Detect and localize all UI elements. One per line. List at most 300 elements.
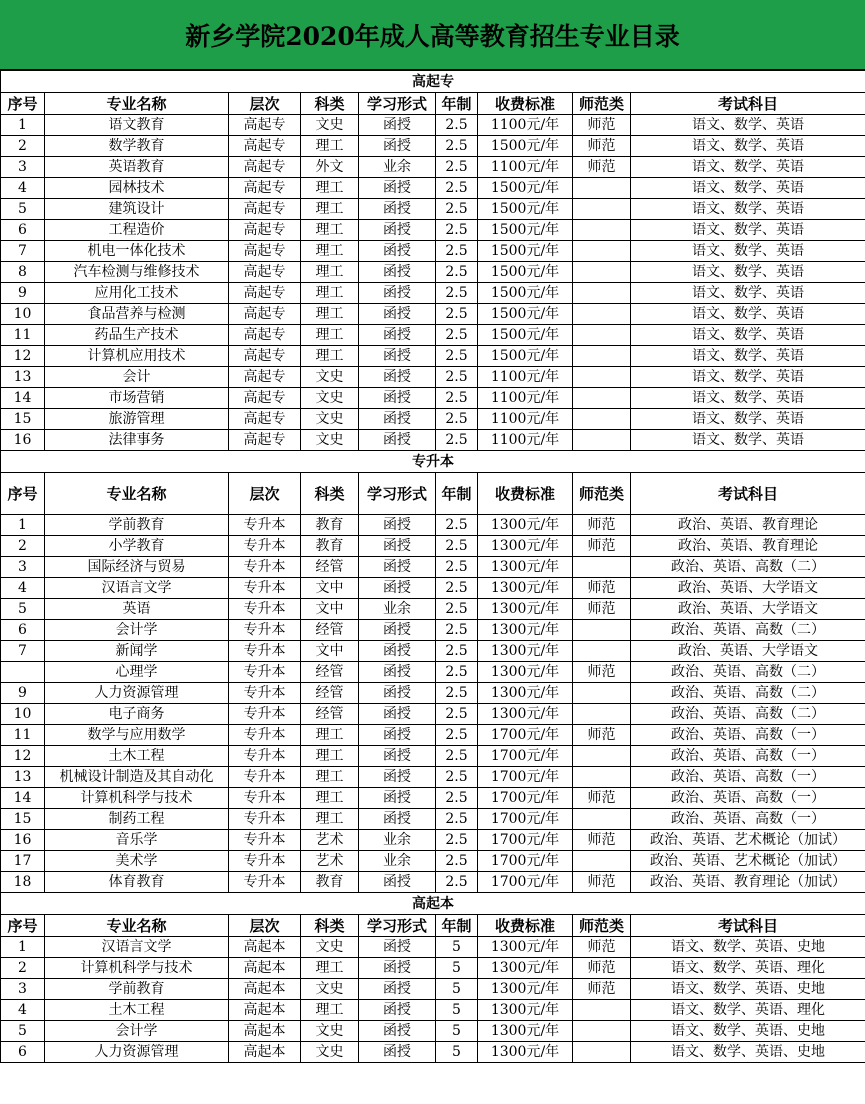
col-exam: 政治、英语、高数（二）	[631, 683, 865, 704]
table-row	[1, 958, 865, 979]
col-major: 制药工程	[45, 809, 229, 830]
col-fee: 1500元/年	[478, 304, 573, 325]
col-level: 高起专	[229, 115, 301, 136]
col-index: 5	[1, 199, 45, 220]
col-normal	[573, 325, 631, 346]
col-fee: 1300元/年	[478, 536, 573, 557]
col-major: 药品生产技术	[45, 325, 229, 346]
col-study-mode: 函授	[359, 683, 436, 704]
col-exam: 语文、数学、英语	[631, 325, 865, 346]
col-major: 计算机科学与技术	[45, 958, 229, 979]
column-header-level: 层次	[229, 93, 301, 115]
col-years: 2.5	[436, 136, 478, 157]
col-fee: 1500元/年	[478, 283, 573, 304]
column-header-years: 年制	[436, 915, 478, 937]
col-fee: 1700元/年	[478, 851, 573, 872]
col-fee: 1500元/年	[478, 178, 573, 199]
col-normal: 师范	[573, 536, 631, 557]
col-level: 高起专	[229, 304, 301, 325]
col-study-mode: 函授	[359, 325, 436, 346]
col-index: 9	[1, 283, 45, 304]
col-index: 11	[1, 325, 45, 346]
col-normal	[573, 683, 631, 704]
col-category: 文史	[301, 937, 359, 958]
col-fee: 1100元/年	[478, 388, 573, 409]
col-fee: 1100元/年	[478, 115, 573, 136]
col-study-mode: 函授	[359, 937, 436, 958]
col-major: 机电一体化技术	[45, 241, 229, 262]
col-level: 专升本	[229, 641, 301, 662]
col-major: 数学与应用数学	[45, 725, 229, 746]
table-row	[1, 536, 865, 557]
col-study-mode: 函授	[359, 809, 436, 830]
column-header-level: 层次	[229, 915, 301, 937]
col-level: 高起本	[229, 979, 301, 1000]
section-title: 高起本	[1, 893, 865, 915]
page-title: 新乡学院2020年成人高等教育招生专业目录	[0, 0, 865, 70]
col-normal	[573, 641, 631, 662]
table-row	[1, 515, 865, 536]
col-normal: 师范	[573, 725, 631, 746]
col-years: 2.5	[436, 115, 478, 136]
col-fee: 1100元/年	[478, 409, 573, 430]
col-level: 高起专	[229, 409, 301, 430]
col-study-mode: 函授	[359, 979, 436, 1000]
table-row	[1, 1042, 865, 1063]
col-category: 经管	[301, 557, 359, 578]
col-fee: 1300元/年	[478, 1021, 573, 1042]
col-normal	[573, 346, 631, 367]
col-level: 高起本	[229, 1000, 301, 1021]
col-category: 艺术	[301, 830, 359, 851]
col-category: 艺术	[301, 851, 359, 872]
col-years: 5	[436, 1042, 478, 1063]
col-category: 教育	[301, 515, 359, 536]
col-major: 英语教育	[45, 157, 229, 178]
col-exam: 语文、数学、英语、史地	[631, 937, 865, 958]
col-study-mode: 函授	[359, 262, 436, 283]
col-study-mode: 函授	[359, 115, 436, 136]
col-index: 8	[1, 262, 45, 283]
col-fee: 1700元/年	[478, 725, 573, 746]
col-category: 理工	[301, 241, 359, 262]
col-normal: 师范	[573, 578, 631, 599]
col-major: 国际经济与贸易	[45, 557, 229, 578]
column-header-study-mode: 学习形式	[359, 93, 436, 115]
col-years: 2.5	[436, 725, 478, 746]
col-normal	[573, 367, 631, 388]
col-category: 经管	[301, 704, 359, 725]
col-normal: 师范	[573, 136, 631, 157]
column-header-index: 序号	[1, 473, 45, 515]
table-row	[1, 704, 865, 725]
col-fee: 1500元/年	[478, 220, 573, 241]
col-normal: 师范	[573, 979, 631, 1000]
col-years: 2.5	[436, 872, 478, 893]
col-exam: 政治、英语、艺术概论（加试）	[631, 851, 865, 872]
col-major: 机械设计制造及其自动化	[45, 767, 229, 788]
table-row	[1, 937, 865, 958]
col-level: 高起专	[229, 241, 301, 262]
col-exam: 语文、数学、英语	[631, 241, 865, 262]
column-header-exam: 考试科目	[631, 915, 865, 937]
col-index: 12	[1, 346, 45, 367]
col-level: 专升本	[229, 557, 301, 578]
col-exam: 政治、英语、高数（一）	[631, 725, 865, 746]
col-normal	[573, 1000, 631, 1021]
col-level: 高起专	[229, 262, 301, 283]
col-index: 2	[1, 958, 45, 979]
col-fee: 1700元/年	[478, 767, 573, 788]
col-years: 5	[436, 1021, 478, 1042]
col-exam: 政治、英语、教育理论	[631, 536, 865, 557]
col-study-mode: 函授	[359, 1000, 436, 1021]
column-header-level: 层次	[229, 473, 301, 515]
col-study-mode: 函授	[359, 557, 436, 578]
section-header-row	[1, 893, 865, 915]
col-exam: 政治、英语、高数（一）	[631, 746, 865, 767]
col-exam: 语文、数学、英语、史地	[631, 1021, 865, 1042]
col-major: 会计	[45, 367, 229, 388]
col-exam: 政治、英语、大学语文	[631, 641, 865, 662]
col-study-mode: 函授	[359, 620, 436, 641]
table-row	[1, 325, 865, 346]
column-header-major: 专业名称	[45, 93, 229, 115]
col-exam: 语文、数学、英语	[631, 178, 865, 199]
col-major: 计算机应用技术	[45, 346, 229, 367]
col-major: 应用化工技术	[45, 283, 229, 304]
col-level: 专升本	[229, 620, 301, 641]
table-row	[1, 199, 865, 220]
col-exam: 政治、英语、大学语文	[631, 599, 865, 620]
table-row	[1, 872, 865, 893]
col-category: 理工	[301, 262, 359, 283]
col-study-mode: 业余	[359, 157, 436, 178]
col-years: 2.5	[436, 788, 478, 809]
col-normal	[573, 704, 631, 725]
col-exam: 语文、数学、英语、史地	[631, 979, 865, 1000]
table-row	[1, 599, 865, 620]
col-major: 体育教育	[45, 872, 229, 893]
col-years: 2.5	[436, 304, 478, 325]
col-category: 文史	[301, 367, 359, 388]
col-major: 会计学	[45, 1021, 229, 1042]
col-study-mode: 函授	[359, 367, 436, 388]
col-study-mode: 函授	[359, 241, 436, 262]
col-level: 专升本	[229, 725, 301, 746]
col-index: 2	[1, 536, 45, 557]
col-exam: 语文、数学、英语	[631, 199, 865, 220]
col-fee: 1500元/年	[478, 346, 573, 367]
col-fee: 1700元/年	[478, 788, 573, 809]
col-study-mode: 业余	[359, 851, 436, 872]
col-fee: 1500元/年	[478, 199, 573, 220]
table-row	[1, 788, 865, 809]
col-exam: 语文、数学、英语	[631, 367, 865, 388]
col-index: 15	[1, 809, 45, 830]
col-major: 汽车检测与维修技术	[45, 262, 229, 283]
col-fee: 1500元/年	[478, 241, 573, 262]
col-years: 2.5	[436, 746, 478, 767]
col-fee: 1500元/年	[478, 262, 573, 283]
col-fee: 1100元/年	[478, 367, 573, 388]
col-fee: 1300元/年	[478, 958, 573, 979]
col-normal	[573, 430, 631, 451]
col-index: 18	[1, 872, 45, 893]
col-normal: 师范	[573, 599, 631, 620]
col-major: 土木工程	[45, 1000, 229, 1021]
col-study-mode: 业余	[359, 830, 436, 851]
col-normal: 师范	[573, 788, 631, 809]
col-major: 美术学	[45, 851, 229, 872]
col-exam: 语文、数学、英语	[631, 430, 865, 451]
col-major: 人力资源管理	[45, 1042, 229, 1063]
col-category: 理工	[301, 788, 359, 809]
col-category: 外文	[301, 157, 359, 178]
col-study-mode: 函授	[359, 220, 436, 241]
col-category: 文史	[301, 409, 359, 430]
col-fee: 1300元/年	[478, 578, 573, 599]
col-years: 2.5	[436, 388, 478, 409]
col-exam: 语文、数学、英语	[631, 220, 865, 241]
column-header-category: 科类	[301, 915, 359, 937]
col-years: 2.5	[436, 620, 478, 641]
table-row	[1, 346, 865, 367]
col-index: 6	[1, 620, 45, 641]
table-row	[1, 767, 865, 788]
col-exam: 语文、数学、英语、理化	[631, 958, 865, 979]
column-header-fee: 收费标准	[478, 93, 573, 115]
col-exam: 政治、英语、高数（二）	[631, 620, 865, 641]
col-major: 旅游管理	[45, 409, 229, 430]
table-row	[1, 557, 865, 578]
table-row	[1, 1021, 865, 1042]
col-index: 9	[1, 683, 45, 704]
table-row	[1, 220, 865, 241]
col-normal	[573, 1042, 631, 1063]
col-years: 2.5	[436, 220, 478, 241]
column-header-fee: 收费标准	[478, 915, 573, 937]
table-row	[1, 409, 865, 430]
col-years: 5	[436, 979, 478, 1000]
col-normal	[573, 851, 631, 872]
col-normal: 师范	[573, 958, 631, 979]
col-exam: 政治、英语、教育理论	[631, 515, 865, 536]
major-catalog-table	[0, 70, 865, 1063]
col-level: 专升本	[229, 536, 301, 557]
column-header-exam: 考试科目	[631, 473, 865, 515]
col-study-mode: 函授	[359, 1021, 436, 1042]
col-fee: 1100元/年	[478, 157, 573, 178]
col-fee: 1500元/年	[478, 325, 573, 346]
col-index: 4	[1, 178, 45, 199]
col-major: 语文教育	[45, 115, 229, 136]
col-category: 文中	[301, 578, 359, 599]
column-header-years: 年制	[436, 93, 478, 115]
col-major: 电子商务	[45, 704, 229, 725]
column-header-row	[1, 93, 865, 115]
col-normal	[573, 388, 631, 409]
col-exam: 语文、数学、英语	[631, 262, 865, 283]
column-header-category: 科类	[301, 473, 359, 515]
column-header-index: 序号	[1, 915, 45, 937]
col-index: 15	[1, 409, 45, 430]
col-level: 高起本	[229, 1021, 301, 1042]
column-header-fee: 收费标准	[478, 473, 573, 515]
col-years: 2.5	[436, 830, 478, 851]
col-level: 专升本	[229, 809, 301, 830]
col-exam: 语文、数学、英语	[631, 409, 865, 430]
col-level: 高起专	[229, 325, 301, 346]
col-level: 专升本	[229, 683, 301, 704]
col-major: 法律事务	[45, 430, 229, 451]
col-level: 专升本	[229, 767, 301, 788]
table-row	[1, 367, 865, 388]
col-category: 理工	[301, 958, 359, 979]
col-index: 6	[1, 1042, 45, 1063]
col-category: 理工	[301, 725, 359, 746]
col-level: 专升本	[229, 599, 301, 620]
col-index: 16	[1, 830, 45, 851]
col-exam: 政治、英语、高数（二）	[631, 662, 865, 683]
col-study-mode: 函授	[359, 767, 436, 788]
col-study-mode: 函授	[359, 662, 436, 683]
col-normal	[573, 199, 631, 220]
col-index: 10	[1, 304, 45, 325]
col-normal	[573, 809, 631, 830]
col-study-mode: 函授	[359, 788, 436, 809]
table-row	[1, 725, 865, 746]
col-study-mode: 函授	[359, 283, 436, 304]
column-header-major: 专业名称	[45, 473, 229, 515]
col-exam: 政治、英语、高数（二）	[631, 557, 865, 578]
col-index: 4	[1, 1000, 45, 1021]
col-years: 2.5	[436, 809, 478, 830]
col-fee: 1700元/年	[478, 746, 573, 767]
col-years: 5	[436, 937, 478, 958]
col-years: 2.5	[436, 641, 478, 662]
col-category: 文中	[301, 641, 359, 662]
col-exam: 语文、数学、英语	[631, 115, 865, 136]
col-index: 2	[1, 136, 45, 157]
col-years: 2.5	[436, 704, 478, 725]
col-study-mode: 函授	[359, 409, 436, 430]
col-category: 理工	[301, 767, 359, 788]
col-normal	[573, 220, 631, 241]
col-major: 会计学	[45, 620, 229, 641]
col-category: 理工	[301, 136, 359, 157]
col-normal: 师范	[573, 157, 631, 178]
col-normal	[573, 1021, 631, 1042]
col-fee: 1300元/年	[478, 1042, 573, 1063]
col-major: 学前教育	[45, 979, 229, 1000]
col-level: 专升本	[229, 830, 301, 851]
table-row	[1, 851, 865, 872]
col-exam: 语文、数学、英语	[631, 157, 865, 178]
col-years: 2.5	[436, 241, 478, 262]
col-study-mode: 函授	[359, 515, 436, 536]
col-exam: 语文、数学、英语	[631, 283, 865, 304]
col-study-mode: 函授	[359, 304, 436, 325]
col-years: 2.5	[436, 851, 478, 872]
col-index: 14	[1, 388, 45, 409]
col-level: 专升本	[229, 851, 301, 872]
col-index	[1, 662, 45, 683]
col-index: 5	[1, 1021, 45, 1042]
col-fee: 1700元/年	[478, 830, 573, 851]
column-header-study-mode: 学习形式	[359, 915, 436, 937]
column-header-study-mode: 学习形式	[359, 473, 436, 515]
col-major: 新闻学	[45, 641, 229, 662]
col-normal: 师范	[573, 115, 631, 136]
col-study-mode: 函授	[359, 641, 436, 662]
col-exam: 语文、数学、英语	[631, 304, 865, 325]
col-years: 2.5	[436, 430, 478, 451]
col-major: 人力资源管理	[45, 683, 229, 704]
col-level: 高起专	[229, 157, 301, 178]
col-fee: 1300元/年	[478, 557, 573, 578]
col-normal	[573, 767, 631, 788]
col-major: 市场营销	[45, 388, 229, 409]
col-study-mode: 函授	[359, 725, 436, 746]
col-years: 2.5	[436, 157, 478, 178]
table-row	[1, 388, 865, 409]
col-category: 教育	[301, 536, 359, 557]
col-category: 文中	[301, 599, 359, 620]
col-normal	[573, 409, 631, 430]
col-exam: 政治、英语、高数（一）	[631, 809, 865, 830]
column-header-normal: 师范类	[573, 93, 631, 115]
col-level: 高起专	[229, 346, 301, 367]
col-exam: 语文、数学、英语	[631, 136, 865, 157]
table-row	[1, 809, 865, 830]
col-category: 文史	[301, 979, 359, 1000]
col-level: 高起专	[229, 178, 301, 199]
col-years: 2.5	[436, 662, 478, 683]
table-row	[1, 304, 865, 325]
col-study-mode: 函授	[359, 346, 436, 367]
col-major: 音乐学	[45, 830, 229, 851]
col-fee: 1300元/年	[478, 620, 573, 641]
table-row	[1, 241, 865, 262]
col-years: 5	[436, 1000, 478, 1021]
col-normal	[573, 557, 631, 578]
col-years: 2.5	[436, 767, 478, 788]
col-index: 10	[1, 704, 45, 725]
col-years: 2.5	[436, 557, 478, 578]
col-level: 专升本	[229, 578, 301, 599]
col-category: 经管	[301, 662, 359, 683]
col-index: 4	[1, 578, 45, 599]
table-row	[1, 136, 865, 157]
col-exam: 政治、英语、艺术概论（加试）	[631, 830, 865, 851]
col-level: 高起专	[229, 199, 301, 220]
col-index: 3	[1, 157, 45, 178]
col-index: 7	[1, 641, 45, 662]
col-category: 文史	[301, 1021, 359, 1042]
col-level: 高起专	[229, 136, 301, 157]
section-header-row	[1, 451, 865, 473]
col-level: 专升本	[229, 788, 301, 809]
col-fee: 1300元/年	[478, 979, 573, 1000]
col-major: 学前教育	[45, 515, 229, 536]
table-row	[1, 746, 865, 767]
col-fee: 1300元/年	[478, 1000, 573, 1021]
table-row	[1, 178, 865, 199]
col-category: 理工	[301, 1000, 359, 1021]
col-level: 专升本	[229, 746, 301, 767]
col-normal: 师范	[573, 515, 631, 536]
